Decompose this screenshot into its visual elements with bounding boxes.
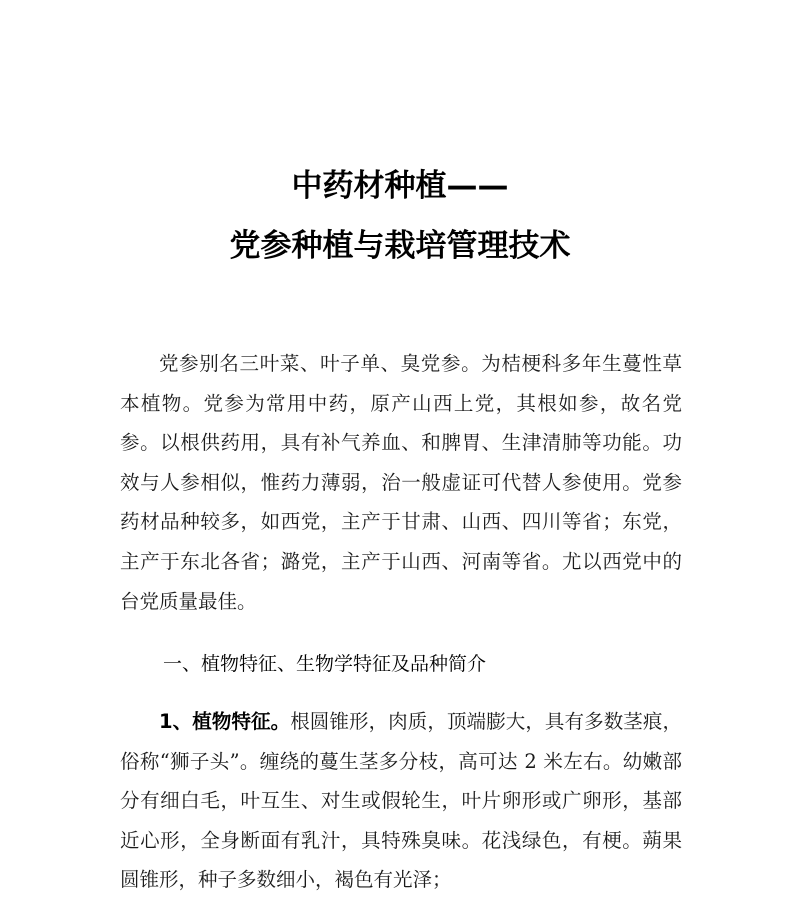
section-1-heading: 一、植物特征、生物学特征及品种简介: [163, 653, 487, 675]
document-title-line-2: 党参种植与栽培管理技术: [229, 228, 571, 264]
document-title-line-1: 中药材种植——: [291, 168, 509, 204]
intro-paragraph: 党参别名三叶菜、叶子单、臭党参。为桔梗科多年生蔓性草本植物。党参为常用中药，原产山西上党，其根如参，故名党参。以根供药用，具有补气养血、和脾胃、生津清肺等功能。功效与人参相似，惟药力薄弱，治一般虚证可代替人参使用。党参药材品种较多，如西党，主产于甘肃、山西、四川等省；东党，主产于东北各省；潞党，主产于山西、河南等省。尤以西党中的台党质量最佳。: [120, 352, 682, 613]
subsection-1-text: 根圆锥形，肉质，顶端膨大，具有多数茎痕，俗称“狮子头”。缠绕的蔓生茎多分枝，高可达 2 米左右。幼嫩部分有细白毛，叶互生、对生或假轮生，叶片卵形或广卵形，基部近心形，全身断面有乳汁，具特殊臭味。花浅绿色，有梗。蒴果圆锥形，种子多数细小，褐色有光泽；: [120, 710, 682, 892]
subsection-1-paragraph: [120, 702, 682, 900]
subsection-1-lead: 1、植物特征。: [159, 710, 291, 733]
